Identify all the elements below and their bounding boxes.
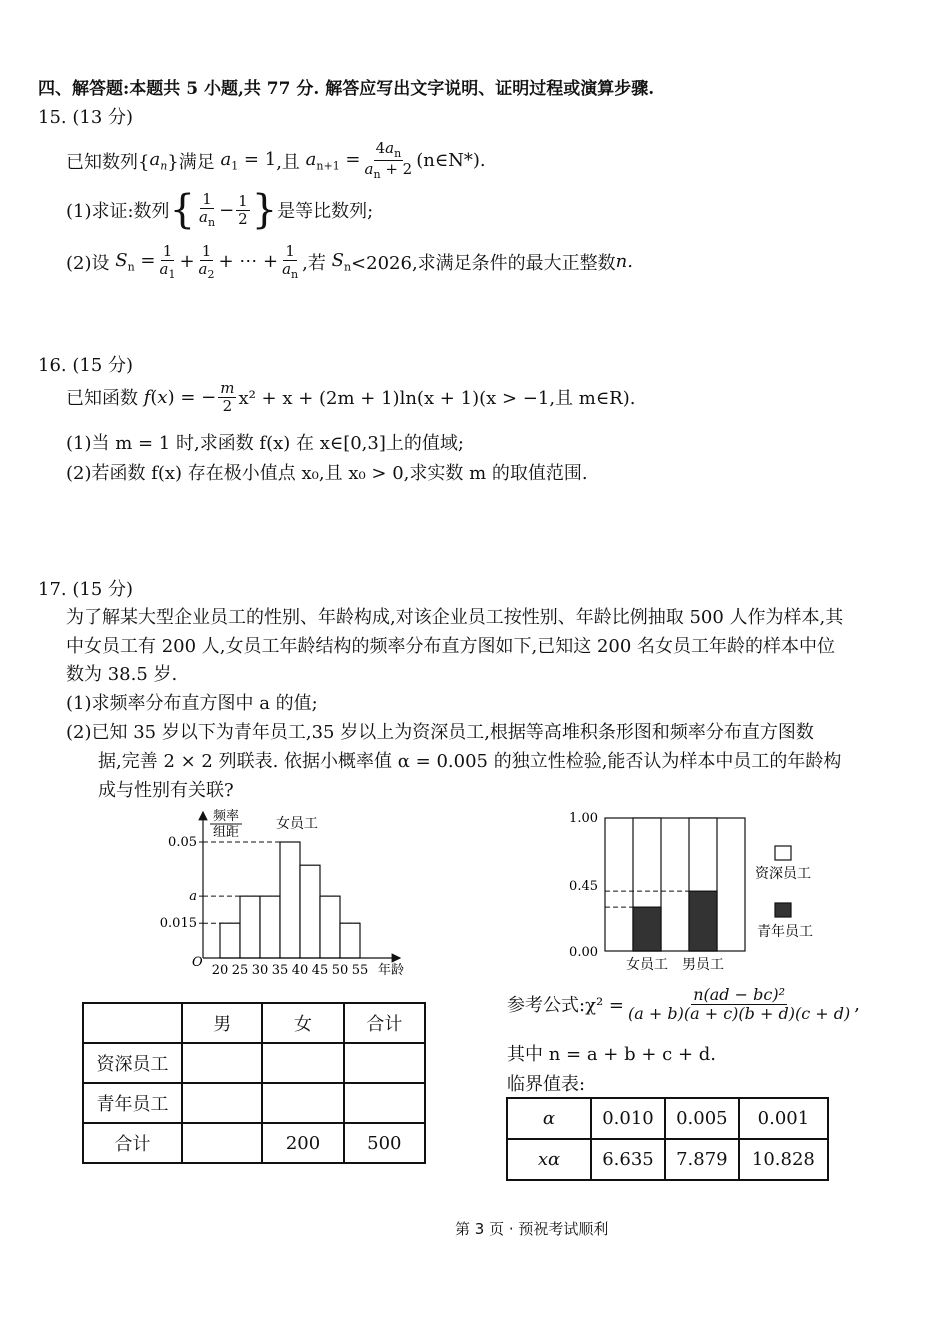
stack-ytick-000: 0.00: [569, 945, 598, 960]
formula-label: 参考公式:χ² =: [507, 995, 624, 1017]
ct-header-male: 男: [182, 1003, 262, 1043]
ct-row-label: 合计: [83, 1123, 182, 1163]
histogram-xtick-label: 40: [291, 963, 309, 978]
q15-part2-b: ,若: [302, 252, 326, 274]
legend-senior-label: 资深员工: [755, 866, 811, 882]
formula-denominator: (a + b)(a + c)(b + d)(c + d): [628, 1003, 851, 1023]
q16-intro-a: 已知函数: [66, 388, 138, 409]
q15-fraction: $\frac{4a_n}{a_n + 2}$: [364, 139, 413, 182]
reference-formula: [507, 986, 860, 1022]
histogram-xtick-label: 25: [231, 963, 249, 978]
histogram-chart: [150, 800, 420, 985]
stack-bar-youth: [633, 907, 661, 951]
q15-intro-a: 已知数列{: [66, 151, 150, 173]
q17-line3: 数为 38.5 岁.: [66, 664, 178, 685]
critical-alpha-label: α: [507, 1098, 591, 1139]
q17-line1: 为了解某大型企业员工的性别、年龄构成,对该企业员工按性别、年龄比例抽取 500 人作为样本,其: [66, 607, 844, 628]
contingency-table: [82, 1002, 426, 1164]
q15-intro: 已知数列{ $a_n$ }满足 $a_1 = 1$ ,且 $a_{n+1}$ = $\frac{4a_n}{a_n + 2}$ (n∈N*).: [66, 139, 486, 182]
histogram-xtick-label: 55: [351, 963, 369, 978]
histogram-origin: O: [192, 955, 203, 970]
formula-tail: ,: [854, 993, 860, 1015]
histogram-ytick-label: 0.05: [168, 835, 197, 850]
histogram-bar: [340, 923, 360, 958]
critical-x-value: 10.828: [739, 1139, 828, 1180]
histogram-xtick-label: 50: [331, 963, 349, 978]
q17-part2-line1: (2)已知 35 岁以下为青年员工,35 岁以上为资深员工,根据等高堆积条形图和频率分布直方图数: [66, 722, 814, 743]
stack-frame: [605, 818, 745, 951]
ct-cell: [262, 1043, 343, 1083]
ct-cell: 500: [344, 1123, 425, 1163]
legend-youth-label: 青年员工: [757, 924, 813, 940]
ct-cell: [182, 1123, 262, 1163]
histogram-bar: [260, 896, 280, 958]
critical-x-value: 6.635: [591, 1139, 665, 1180]
critical-x-value: 7.879: [665, 1139, 739, 1180]
ct-header-corner: [83, 1003, 182, 1043]
formula-where: 其中 n = a + b + c + d.: [507, 1044, 716, 1065]
ct-cell: [344, 1083, 425, 1123]
histogram-xlabel: 年龄: [378, 963, 405, 978]
ct-row-label: 资深员工: [83, 1043, 182, 1083]
histogram-xtick-label: 30: [251, 963, 269, 978]
page-footer: 第 3 页 · 预祝考试顺利: [455, 1220, 609, 1238]
legend-youth-swatch: [775, 903, 791, 917]
critical-alpha-value: 0.010: [591, 1098, 665, 1139]
stack-bar-youth: [689, 891, 717, 951]
histogram-title: 女员工: [276, 816, 318, 832]
q17-line2: 中女员工有 200 人,女员工年龄结构的频率分布直方图如下,已知这 200 名女员工年龄的样本中位: [66, 636, 836, 657]
stack-ytick-100: 1.00: [569, 811, 598, 826]
ct-header-total: 合计: [344, 1003, 425, 1043]
q16-part1: (1)当 m = 1 时,求函数 f(x) 在 x∈[0,3]上的值域;: [66, 433, 464, 454]
histogram-ylabel-bottom: 组距: [212, 825, 240, 840]
stacked-bar-chart: [560, 808, 830, 978]
ct-cell: [182, 1083, 262, 1123]
critical-table-title: 临界值表:: [507, 1074, 586, 1095]
ct-cell: 200: [262, 1123, 343, 1163]
q16-heading: 16. (15 分): [38, 355, 134, 376]
q15-part1: (1)求证:数列 { $\frac{1}{a_n}$ − $\frac{1}{2}$ } 是等比数列;: [66, 187, 374, 233]
histogram-xtick-label: 35: [271, 963, 289, 978]
q15-intro-b: }满足: [167, 151, 215, 173]
ct-header-female: 女: [262, 1003, 343, 1043]
histogram-ytick-label: a: [189, 889, 197, 905]
section-header: 四、解答题:本题共 5 小题,共 77 分. 解答应写出文字说明、证明过程或演算步骤.: [38, 79, 655, 99]
critical-alpha-value: 0.001: [739, 1098, 828, 1139]
q15-intro-c: ,且: [276, 151, 300, 173]
critical-alpha-value: 0.005: [665, 1098, 739, 1139]
q15-part2-c: <2026,求满足条件的最大正整数: [351, 252, 616, 274]
histogram-bar: [280, 842, 300, 958]
q15-part2-a: (2)设: [66, 252, 110, 274]
q15-part2: (2)设 $S_n$ = $\frac{1}{a_1}$ + $\frac{1}{a_2}$ + ⋯ + $\frac{1}{a_n}$ ,若 $S_n$ <2026,求满足条件的最大正整数 n.: [66, 242, 633, 281]
q17-part2-line2: 据,完善 2 × 2 列联表. 依据小概率值 α = 0.005 的独立性检验,能否认为样本中员工的年龄构: [98, 751, 842, 772]
legend-senior-swatch: [775, 846, 791, 860]
ct-cell: [262, 1083, 343, 1123]
q15-heading: 15. (13 分): [38, 107, 134, 128]
q15-condition: (n∈N*).: [416, 150, 486, 172]
histogram-bar: [220, 923, 240, 958]
histogram-ytick-label: 0.015: [159, 916, 197, 932]
critical-x-label: xα: [507, 1139, 591, 1180]
q15-part2-d: n.: [615, 251, 633, 273]
q15-part1-b: 是等比数列;: [277, 201, 374, 222]
q16-part2: (2)若函数 f(x) 存在极小值点 x₀,且 x₀ > 0,求实数 m 的取值范围.: [66, 463, 588, 484]
histogram-ylabel-top: 频率: [212, 809, 240, 824]
ct-cell: [182, 1043, 262, 1083]
histogram-bar: [240, 896, 260, 958]
histogram-xtick-label: 45: [311, 963, 329, 978]
q16-intro-b: x² + x + (2m + 1)ln(x + 1)(x > −1,且 m∈R).: [238, 388, 636, 409]
q17-part2-line3: 成与性别有关联?: [98, 780, 234, 801]
q15-part1-a: (1)求证:数列: [66, 201, 170, 222]
histogram-xtick-label: 20: [211, 963, 229, 978]
stack-xlabel-male: 男员工: [682, 957, 724, 973]
histogram-bar: [300, 865, 320, 958]
stack-ytick-045: 0.45: [569, 879, 598, 894]
ct-cell: [344, 1043, 425, 1083]
q17-part1: (1)求频率分布直方图中 a 的值;: [66, 693, 318, 714]
ct-row-label: 青年员工: [83, 1083, 182, 1123]
formula-numerator: n(ad − bc)²: [693, 985, 785, 1004]
stack-xlabel-female: 女员工: [626, 957, 668, 973]
histogram-bar: [320, 896, 340, 958]
critical-value-table: [506, 1097, 829, 1181]
q17-heading: 17. (15 分): [38, 579, 134, 600]
q16-intro: 已知函数 f (x) = − $\frac{m}{2}$ x² + x + (2m + 1)ln(x + 1)(x > −1,且 m∈R).: [66, 379, 636, 415]
